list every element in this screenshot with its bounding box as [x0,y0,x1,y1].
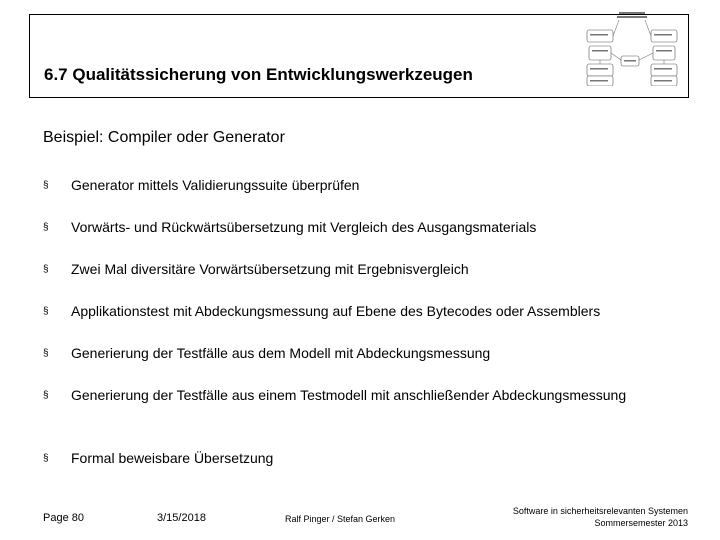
bullet-marker: § [43,453,49,464]
bullet-marker: § [43,180,49,191]
bullet-text: Applikationstest mit Abdeckungsmessung auf Ebene des Bytecodes oder Assemblers [71,303,601,319]
process-diagram-thumbnail [557,6,685,86]
bullet-marker: § [43,390,49,401]
footer-page-number: Page 80 [43,512,84,524]
footer-course [480,505,688,529]
bullet-text: Generierung der Testfälle aus dem Modell mit Abdeckungsmessung [71,345,491,361]
footer-course-title: Software in sicherheitsrelevanten Systemen [512,506,688,516]
footer-date: 3/15/2018 [157,512,206,524]
bullet-text: Vorwärts- und Rückwärtsübersetzung mit Vergleich des Ausgangsmaterials [71,219,537,235]
bullet-text: Zwei Mal diversitäre Vorwärtsübersetzung mit Ergebnisvergleich [71,261,469,277]
bullet-marker: § [43,306,49,317]
slide-subtitle: Beispiel: Compiler oder Generator [43,129,285,146]
footer-semester: Sommersemester 2013 [594,518,688,528]
footer-authors: Ralf Pinger / Stefan Gerken [285,514,396,524]
bullet-marker: § [43,264,49,275]
bullet-text: Generator mittels Validierungssuite überprüfen [71,177,360,193]
bullet-text: Formal beweisbare Übersetzung [71,450,274,466]
bullet-marker: § [43,222,49,233]
bullet-marker: § [43,348,49,359]
bullet-text: Generierung der Testfälle aus einem Testmodell mit anschließender Abdeckungsmessung [71,387,627,403]
slide-title: 6.7 Qualitätssicherung von Entwicklungswerkzeugen [44,65,473,84]
